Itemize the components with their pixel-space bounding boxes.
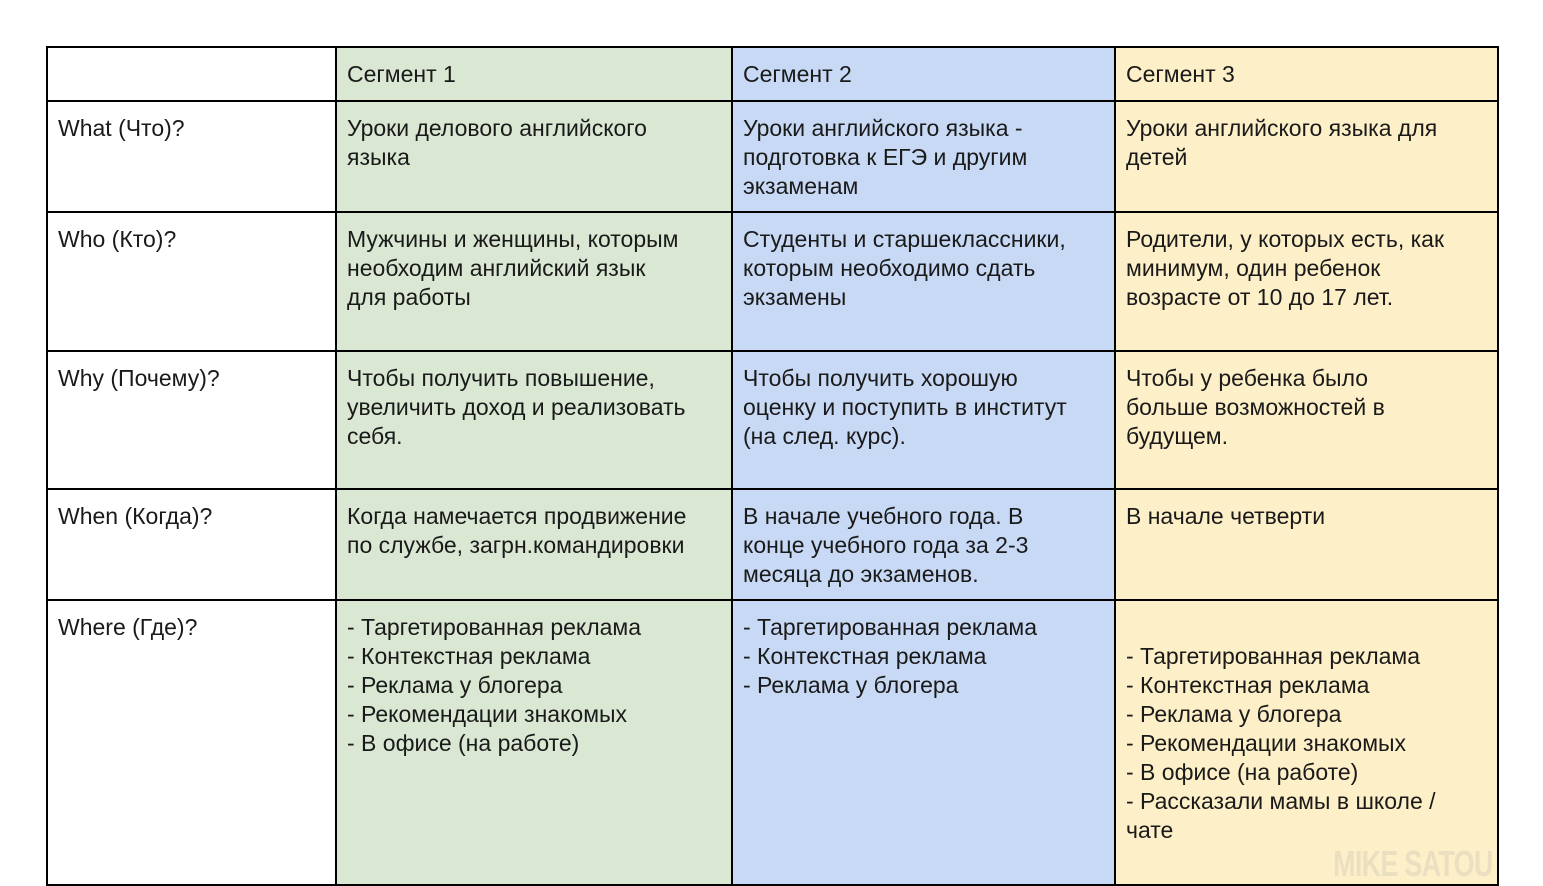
- cell-who-segment-1: Мужчины и женщины, которым необходим английский язык для работы: [336, 212, 732, 351]
- cell-why-segment-2: Чтобы получить хорошую оценку и поступить в институт (на след. курс).: [732, 351, 1115, 489]
- table-row-who: [47, 212, 1498, 351]
- cell-where-segment-3-container: [1115, 600, 1498, 885]
- cell-who-segment-3: Родители, у которых есть, как минимум, один ребенок возрасте от 10 до 17 лет.: [1115, 212, 1498, 351]
- cell-what-segment-3: Уроки английского языка для детей: [1115, 101, 1498, 212]
- row-label-when: When (Когда)?: [47, 489, 336, 600]
- cell-when-segment-3: В начале четверти: [1115, 489, 1498, 600]
- cell-when-segment-1: Когда намечается продвижение по службе, загрн.командировки: [336, 489, 732, 600]
- cell-when-segment-2: В начале учебного года. В конце учебного года за 2-3 месяца до экзаменов.: [732, 489, 1115, 600]
- table-row-why: [47, 351, 1498, 489]
- segments-table: [46, 46, 1499, 886]
- cell-why-segment-3: Чтобы у ребенка было больше возможностей в будущем.: [1115, 351, 1498, 489]
- header-row: [47, 47, 1498, 101]
- header-segment-2: Сегмент 2: [732, 47, 1115, 101]
- table-row-what: [47, 101, 1498, 212]
- cell-who-segment-2: Студенты и старшеклассники, которым необходимо сдать экзамены: [732, 212, 1115, 351]
- watermark: MIKE SATOU: [1333, 843, 1493, 884]
- row-label-who: Who (Кто)?: [47, 212, 336, 351]
- header-segment-1: Сегмент 1: [336, 47, 732, 101]
- cell-where-segment-1: - Таргетированная реклама - Контекстная реклама - Реклама у блогера - Рекомендации знакомых - В офисе (на работе): [336, 600, 732, 885]
- row-label-what: What (Что)?: [47, 101, 336, 212]
- cell-why-segment-1: Чтобы получить повышение, увеличить доход и реализовать себя.: [336, 351, 732, 489]
- row-label-where: Where (Где)?: [47, 600, 336, 885]
- cell-what-segment-2: Уроки английского языка - подготовка к ЕГЭ и другим экзаменам: [732, 101, 1115, 212]
- cell-what-segment-1: Уроки делового английского языка: [336, 101, 732, 212]
- cell-where-segment-2: - Таргетированная реклама - Контекстная реклама - Реклама у блогера: [732, 600, 1115, 885]
- row-label-why: Why (Почему)?: [47, 351, 336, 489]
- table-row-where: [47, 600, 1498, 885]
- header-segment-3: Сегмент 3: [1115, 47, 1498, 101]
- header-cell-empty: [47, 47, 336, 101]
- cell-where-segment-3: - Таргетированная реклама - Контекстная реклама - Реклама у блогера - Рекомендации знакомых - В офисе (на работе) - Рассказали мамы в школе / чате: [1126, 643, 1436, 843]
- table-row-when: [47, 489, 1498, 600]
